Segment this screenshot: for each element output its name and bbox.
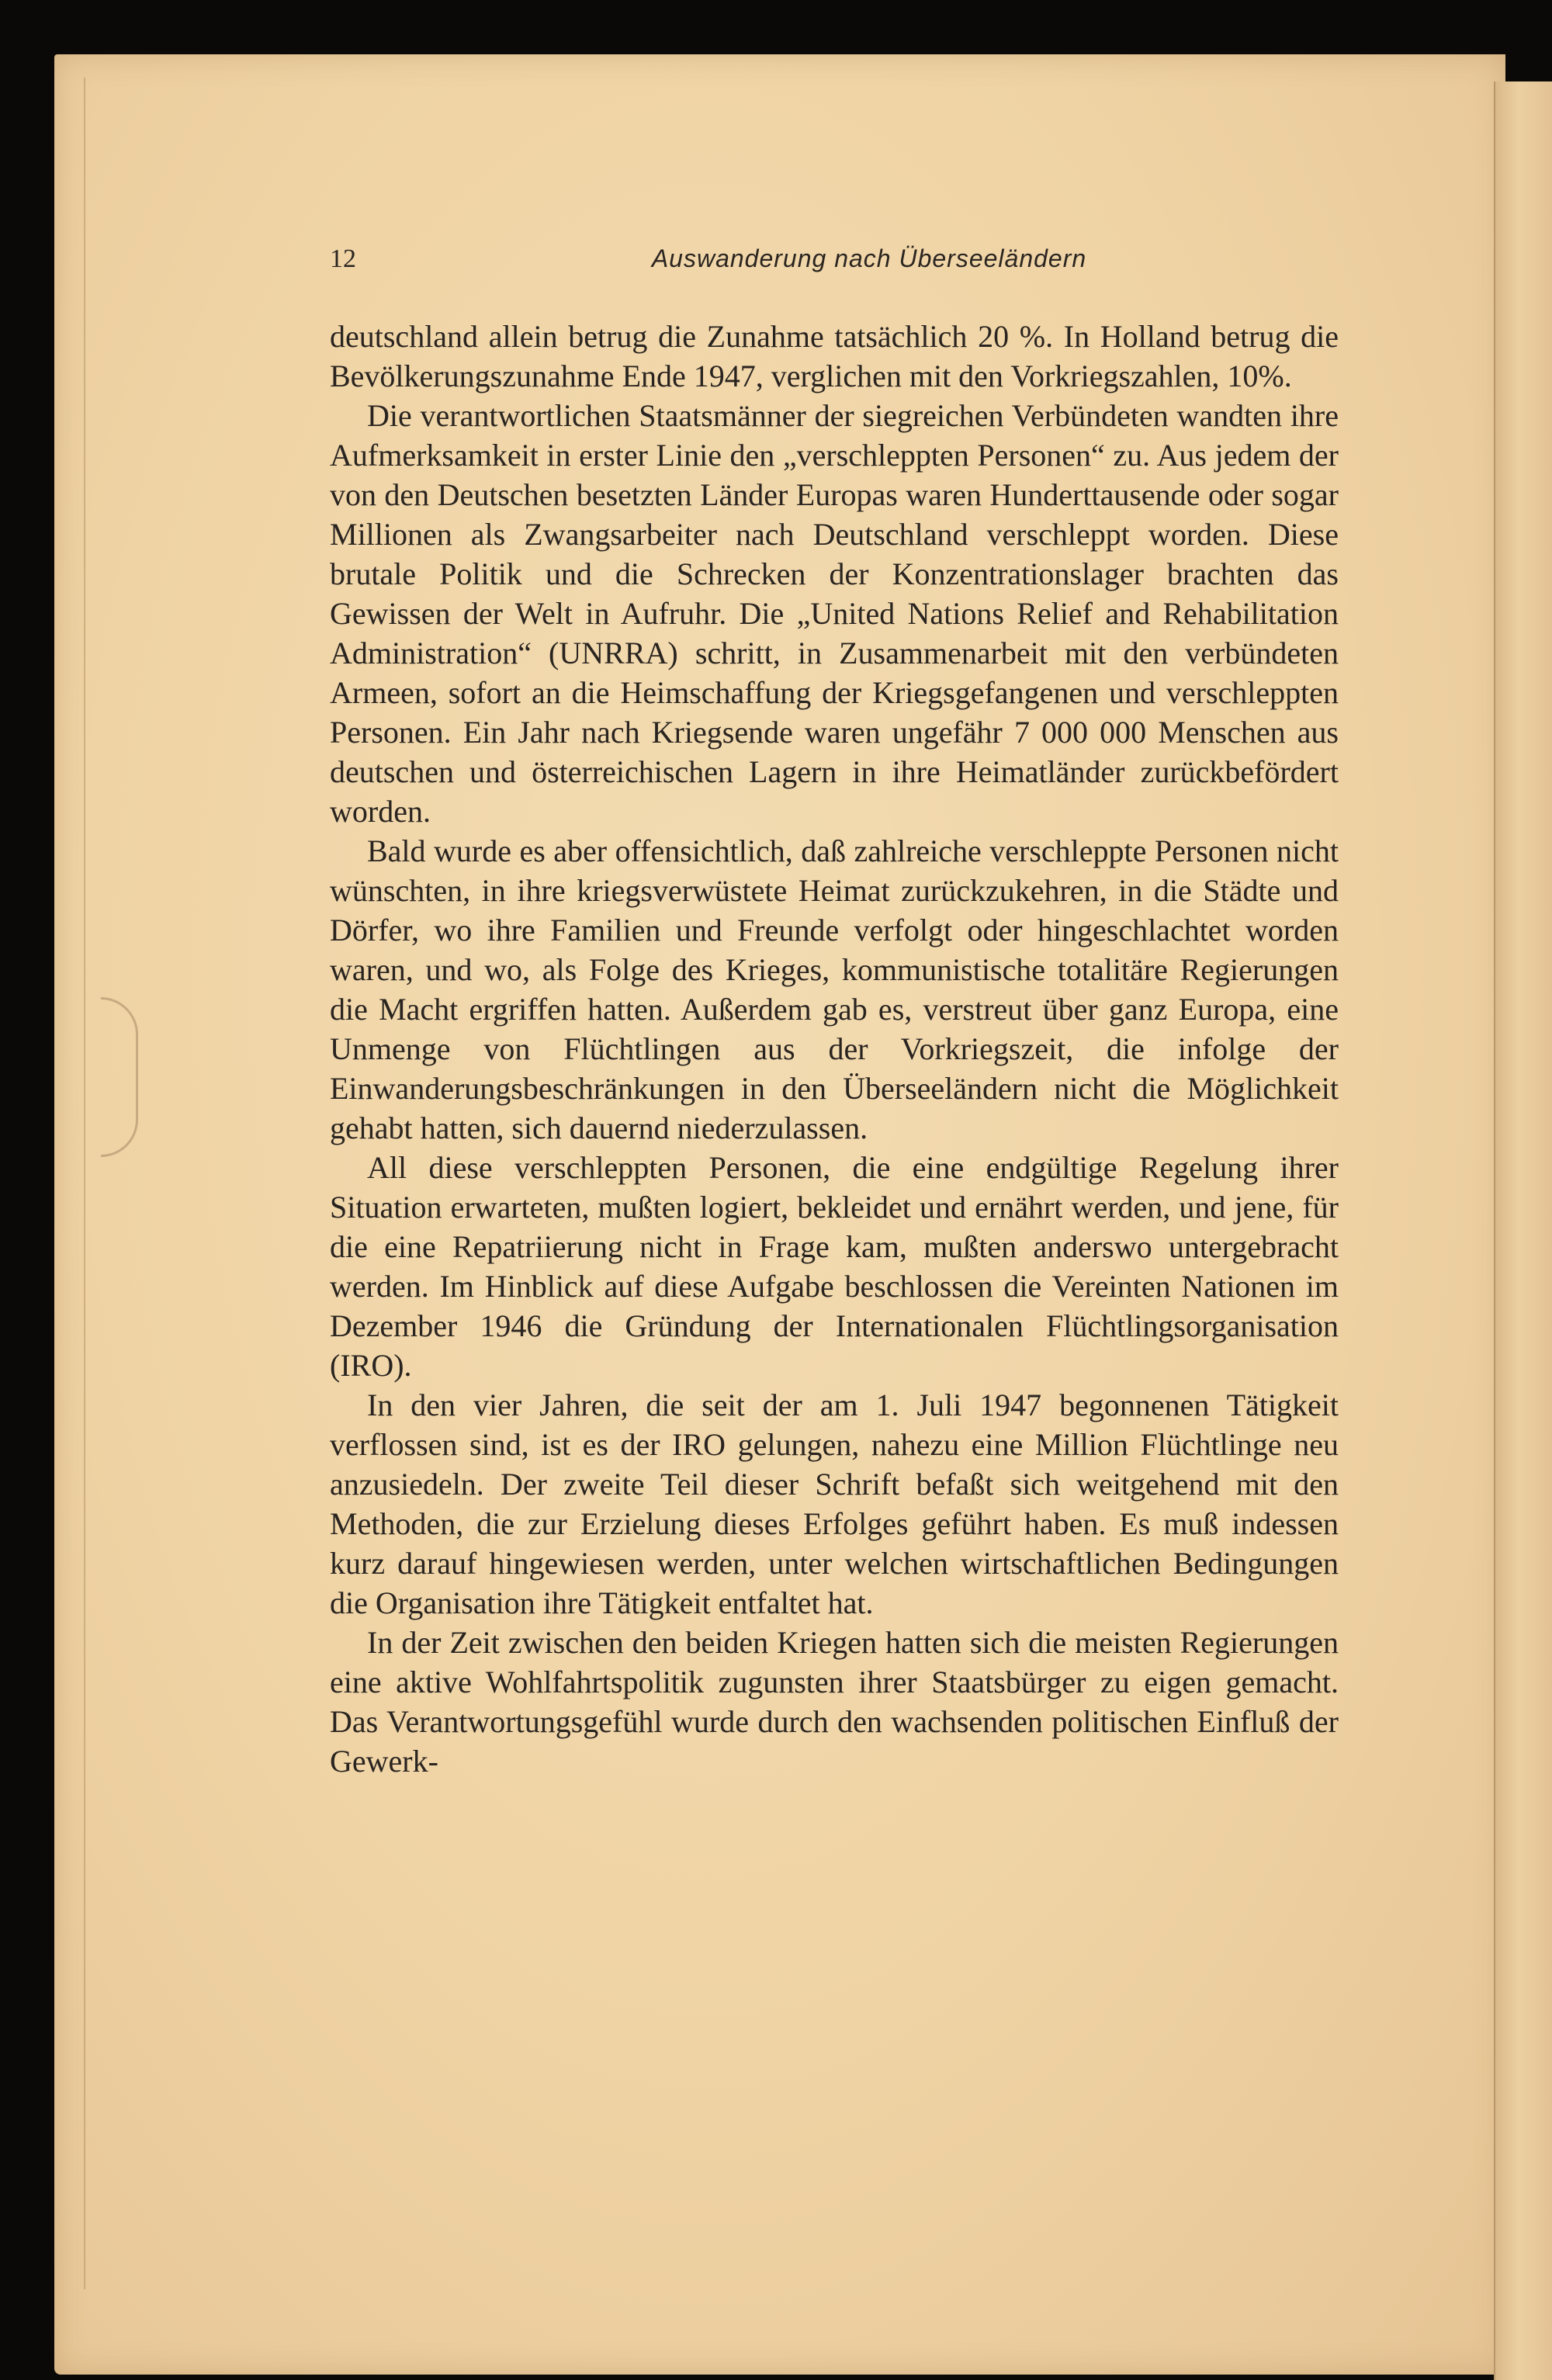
- paragraph-6: In der Zeit zwischen den beiden Kriegen hatten sich die meisten Regierungen eine aktive Wohlfahrtspolitik zugunsten ihrer Staatsbürger zu eigen gemacht. Das Verantwortungsgefühl wurde durch den wachsenden politischen Einfluß der Gewerk-: [330, 1625, 1339, 1779]
- next-page-edge: [1494, 81, 1552, 2380]
- paragraph-3: Bald wurde es aber offensichtlich, daß zahlreiche verschleppte Personen nicht wünschten, in ihre kriegsverwüstete Heimat zurückzukehren, in die Städte und Dörfer, wo ihre Familien und Freunde verfolgt oder hingeschlachtet worden waren, und wo, als Folge des Krieges, kommunistische totalitäre Regierungen die Macht ergriffen hatten. Außerdem gab es, verstreut über ganz Europa, eine Unmenge von Flüchtlingen aus der Vorkriegszeit, die infolge der Einwanderungsbeschränkungen in den Überseeländern nicht die Möglichkeit gehabt hatten, sich dauernd niederzulassen.: [330, 833, 1339, 1145]
- body-text: [330, 317, 1339, 1781]
- paragraph-4: All diese verschleppten Personen, die eine endgültige Regelung ihrer Situation erwarteten, mußten logiert, bekleidet und ernährt werden, und jene, für die eine Repatriierung nicht in Frage kam, mußten anderswo untergebracht werden. Im Hinblick auf diese Aufgabe beschlossen die Vereinten Nationen im Dezember 1946 die Gründung der Internationalen Flüchtlingsorganisation (IRO).: [330, 1150, 1339, 1383]
- page-fold-line: [84, 78, 85, 2289]
- paragraph-5: In den vier Jahren, die seit der am 1. Juli 1947 begonnenen Tätigkeit verflossen sind, ist es der IRO gelungen, nahezu eine Million Flüchtlinge neu anzusiedeln. Der zweite Teil dieser Schrift befaßt sich weitgehend mit den Methoden, die zur Erzielung dieses Erfolges geführt haben. Es muß indessen kurz darauf hingewiesen werden, unter welchen wirtschaftlichen Bedingungen die Organisation ihre Tätigkeit entfaltet hat.: [330, 1387, 1339, 1620]
- paragraph-1: deutschland allein betrug die Zunahme tatsächlich 20 %. In Holland betrug die Bevölkerungszunahme Ende 1947, verglichen mit den Vorkriegszahlen, 10%.: [330, 319, 1339, 393]
- paragraph-2: Die verantwortlichen Staatsmänner der siegreichen Verbündeten wandten ihre Aufmerksamkeit in erster Linie den „verschleppten Personen“ zu. Aus jedem der von den Deutschen besetzten Länder Europas waren Hunderttausende oder sogar Millionen als Zwangsarbeiter nach Deutschland verschleppt worden. Diese brutale Politik und die Schrecken der Konzentrationslager brachten das Gewissen der Welt in Aufruhr. Die „United Nations Relief and Rehabilitation Administration“ (UNRRA) schritt, in Zusammenarbeit mit den verbündeten Armeen, sofort an die Heimschaffung der Kriegsgefangenen und verschleppten Personen. Ein Jahr nach Kriegsende waren ungefähr 7 000 000 Menschen aus deutschen und österreichischen Lagern in ihre Heimatländer zurückbefördert worden.: [330, 398, 1339, 829]
- paperclip-impression: [101, 997, 138, 1157]
- running-header: [0, 244, 1552, 273]
- page-number: 12: [330, 244, 356, 273]
- running-title: Auswanderung nach Überseeländern: [651, 244, 1087, 272]
